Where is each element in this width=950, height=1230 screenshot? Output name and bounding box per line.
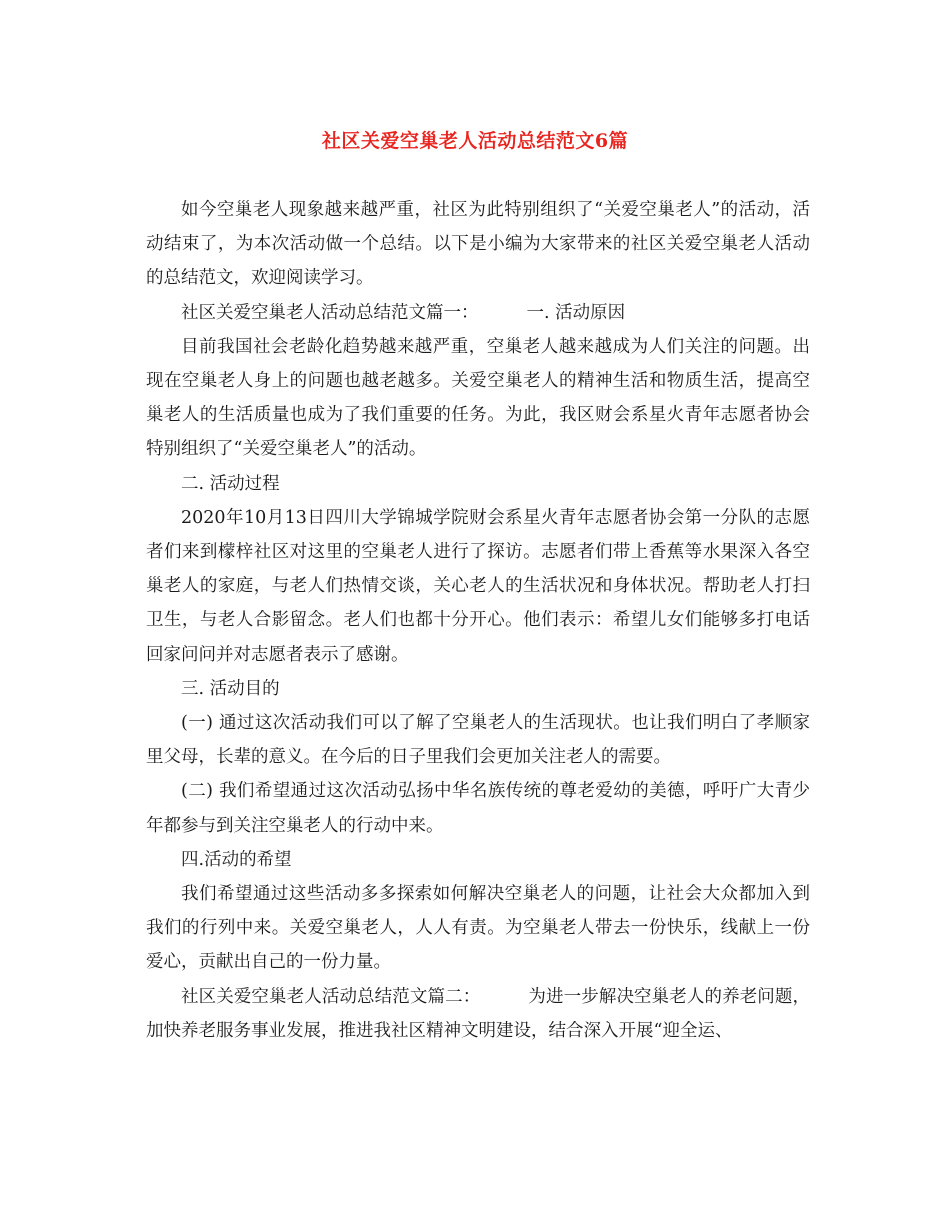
document-title: 社区关爱空巢老人活动总结范文6篇 (321, 130, 629, 152)
reason-paragraph: 目前我国社会老龄化趋势越来越严重，空巢老人越来越成为人们关注的问题。出现在空巢老人身上的问题也越老越多。关爱空巢老人的精神生活和物质生活，提高空巢老人的生活质量也成为了我们重要的任务。为此，我区财会系星火青年志愿者协会特别组织了“关爱空巢老人”的活动。 (146, 336, 810, 460)
process-paragraph: 2020年10月13日四川大学锦城学院财会系星火青年志愿者协会第一分队的志愿者们来到檬梓社区对这里的空巢老人进行了探访。志愿者们带上香蕉等水果深入各空巢老人的家庭，与老人们热情交谈，关心老人的生活状况和身体状况。帮助老人打扫卫生，与老人合影留念。老人们也都十分开心。他们表示：希望儿女们能够多打电话回家问问并对志愿者表示了感谢。 (146, 507, 810, 665)
section1-subheading: 一. 活动原因 (526, 302, 626, 323)
section2-heading: 社区关爱空巢老人活动总结范文篇二： (181, 986, 481, 1007)
document-body (146, 193, 810, 1048)
process-heading: 二. 活动过程 (181, 473, 280, 494)
purpose-paragraph-1: (一) 通过这次活动我们可以了解了空巢老人的生活现状。也让我们明白了孝顺家里父母，长辈的意义。在今后的日子里我们会更加关注老人的需要。 (146, 713, 810, 768)
purpose-paragraph-2: (二) 我们希望通过这次活动弘扬中华名族传统的尊老爱幼的美德，呼吁广大青少年都参与到关注空巢老人的行动中来。 (146, 781, 810, 836)
section1-heading: 社区关爱空巢老人活动总结范文篇一： (181, 302, 479, 323)
hope-heading: 四.活动的希望 (181, 849, 292, 870)
section2-text: 为进一步解决空巢老人的养老问题，加快养老服务事业发展，推进我社区精神文明建设，结合深入开展“迎全运、 (146, 986, 811, 1041)
hope-paragraph: 我们希望通过这些活动多多探索如何解决空巢老人的问题，让社会大众都加入到我们的行列中来。关爱空巢老人，人人有责。为空巢老人带去一份快乐，线献上一份爱心，贡献出自己的一份力量。 (146, 884, 810, 973)
purpose-heading: 三. 活动目的 (181, 678, 280, 699)
section2-paragraph (146, 980, 810, 1048)
intro-paragraph: 如今空巢老人现象越来越严重，社区为此特别组织了“关爱空巢老人”的活动，活动结束了，为本次活动做一个总结。以下是小编为大家带来的社区关爱空巢老人活动的总结范文，欢迎阅读学习。 (146, 200, 810, 289)
section1-heading-line (146, 296, 810, 330)
